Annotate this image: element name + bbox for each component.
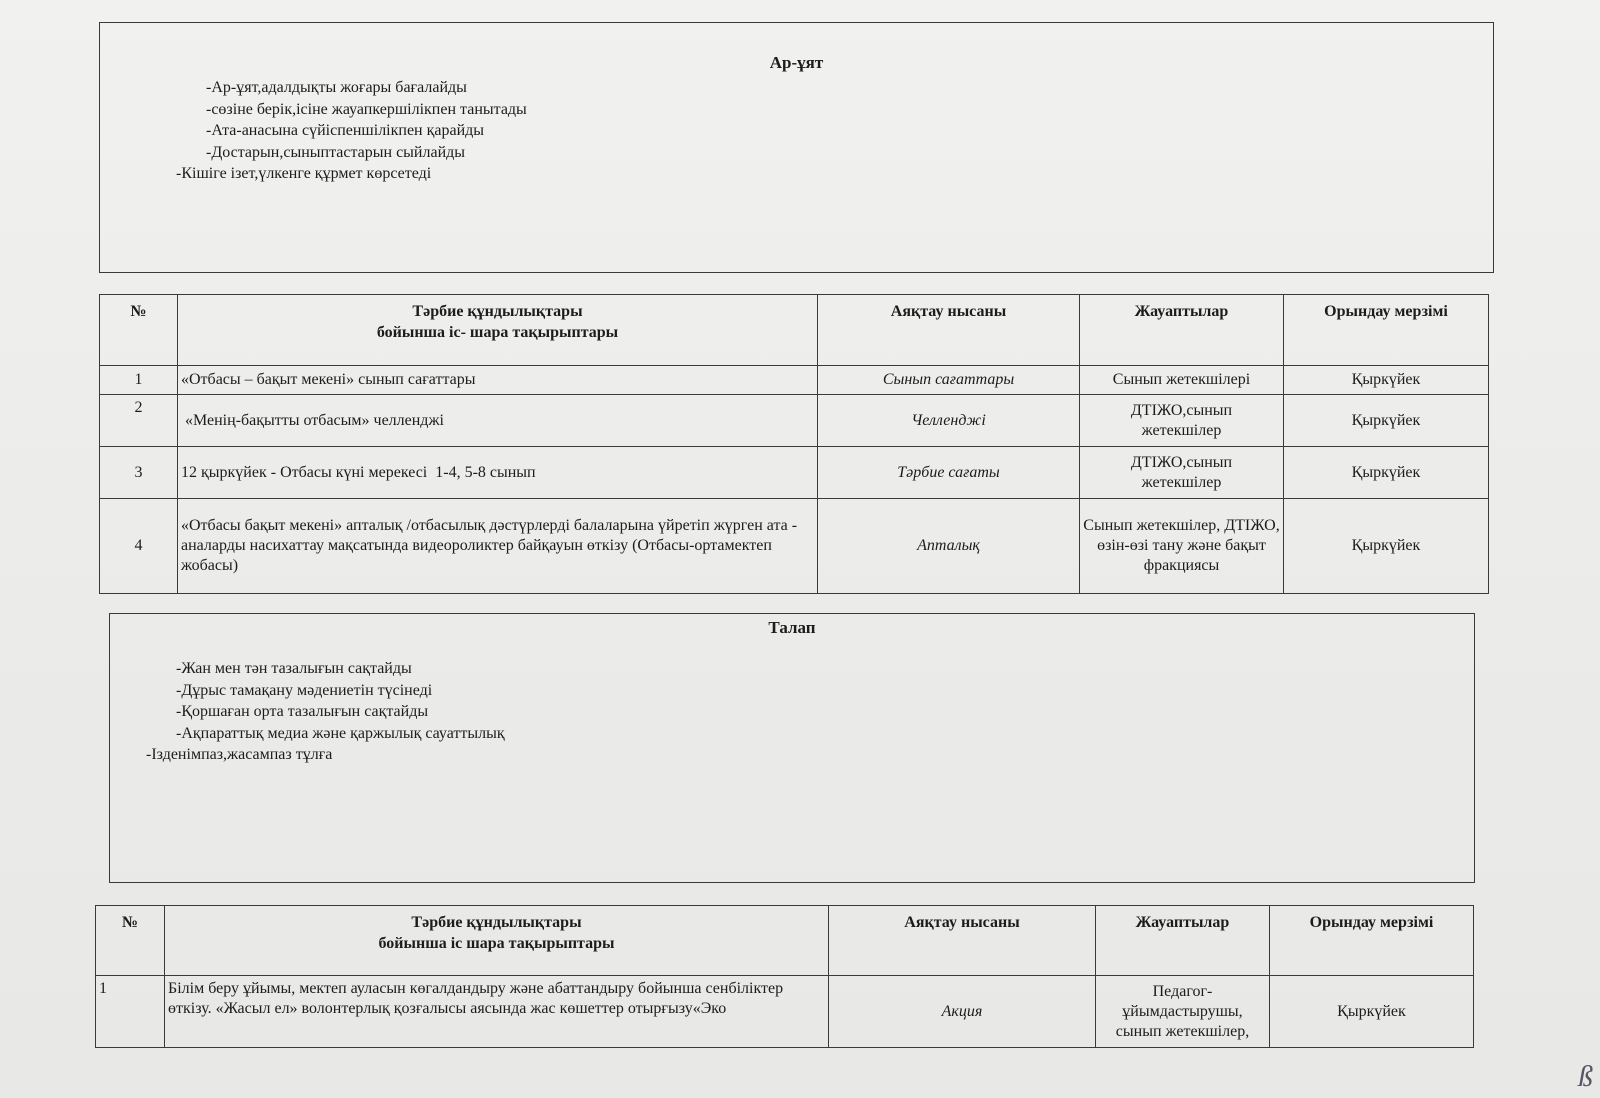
list-item: -Кішіге ізет,үлкенге құрмет көрсетеді [176, 165, 432, 182]
row-topic: Білім беру ұйымы, мектеп ауласын көгалдандыру және абаттандыру бойынша сенбіліктер өткізу. «Жасыл ел» волонтерлық қозғалысы аясында жас көшеттер отырғызу«Эко [165, 976, 829, 1048]
header-responsible: Жауаптылар [1080, 295, 1284, 366]
list-item: -Ақпараттық медиа және қаржылық сауаттылық [176, 724, 505, 742]
row-topic: «Отбасы – бақыт мекені» сынып сағаттары [178, 366, 818, 395]
values-box-requirement [109, 613, 1475, 883]
row-responsible: Сынып жетекшілер, ДТІЖО, өзін-өзі тану және бақыт фракциясы [1080, 499, 1284, 594]
header-topic: Тәрбие құндылықтары бойынша іс шара тақырыптары [165, 906, 829, 976]
table-header-row [96, 906, 1474, 976]
row-responsible: Педагог-ұйымдастырушы, сынып жетекшілер, [1096, 976, 1270, 1048]
row-num: 3 [100, 447, 178, 499]
row-form: Сынып сағаттары [818, 366, 1080, 395]
header-deadline: Орындау мерзімі [1270, 906, 1474, 976]
list-item: -Ар-ұят,адалдықты жоғары бағалайды [206, 79, 467, 96]
list-item: -сөзіне берік,ісіне жауапкершілікпен танытады [206, 100, 527, 118]
values-box-honor [99, 22, 1494, 273]
row-deadline: Қыркүйек [1270, 976, 1474, 1048]
list-item: -Қоршаған орта тазалығын сақтайды [176, 703, 429, 720]
row-deadline: Қыркүйек [1284, 366, 1489, 395]
table-header-row [100, 295, 1489, 366]
list-item: -Дұрыс тамақану мәдениетін түсінеді [176, 681, 433, 699]
header-responsible: Жауаптылар [1096, 906, 1270, 976]
list-item: -Жан мен тән тазалығын сақтайды [176, 660, 412, 677]
header-topic: Тәрбие құндылықтары бойынша іс- шара тақырыптары [178, 295, 818, 366]
row-responsible: ДТІЖО,сынып жетекшілер [1080, 395, 1284, 447]
list-item: -Ата-анасына сүйіспеншілікпен қарайды [206, 122, 485, 139]
row-deadline: Қыркүйек [1284, 447, 1489, 499]
table-row [100, 499, 1489, 594]
section-title-honor: Ар-ұят [769, 53, 824, 72]
row-form: Челленджі [818, 395, 1080, 447]
row-responsible: ДТІЖО,сынып жетекшілер [1080, 447, 1284, 499]
list-item: -Ізденімпаз,жасампаз тұлға [146, 746, 333, 763]
header-deadline: Орындау мерзімі [1284, 295, 1489, 366]
header-form: Аяқтау нысаны [818, 295, 1080, 366]
events-table-2 [95, 905, 1474, 1048]
header-num: № [96, 906, 165, 976]
row-topic: «Менің-бақытты отбасым» челленджі [178, 395, 818, 447]
row-num: 1 [100, 366, 178, 395]
row-topic: «Отбасы бақыт мекені» апталық /отбасылық дәстүрлерді балаларына үйретіп жүрген ата - аналарды насихаттау мақсатында видеороликтер байқауын өткізу (Отбасы-ортамектеп жобасы) [178, 499, 818, 594]
table-row [96, 976, 1474, 1048]
row-form: Тәрбие сағаты [818, 447, 1080, 499]
row-num: 1 [96, 976, 165, 1048]
table-row [100, 395, 1489, 447]
row-topic: 12 қыркүйек - Отбасы күні мерекесі 1-4, 5-8 сынып [178, 447, 818, 499]
header-num: № [100, 295, 178, 366]
list-item: -Достарын,сыныптастарын сыйлайды [206, 143, 466, 161]
header-form: Аяқтау нысаны [829, 906, 1096, 976]
row-num: 2 [100, 395, 178, 447]
honor-values-list [176, 77, 527, 185]
table-row [100, 447, 1489, 499]
table-row [100, 366, 1489, 395]
row-form: Апталық [818, 499, 1080, 594]
row-deadline: Қыркүйек [1284, 499, 1489, 594]
section-title-requirement: Талап [768, 618, 816, 637]
handwritten-mark: ß [1578, 1060, 1593, 1093]
row-form: Акция [829, 976, 1096, 1048]
row-num: 4 [100, 499, 178, 594]
row-deadline: Қыркүйек [1284, 395, 1489, 447]
requirement-values-list [146, 658, 505, 766]
events-table-1 [99, 294, 1489, 594]
row-responsible: Сынып жетекшілері [1080, 366, 1284, 395]
